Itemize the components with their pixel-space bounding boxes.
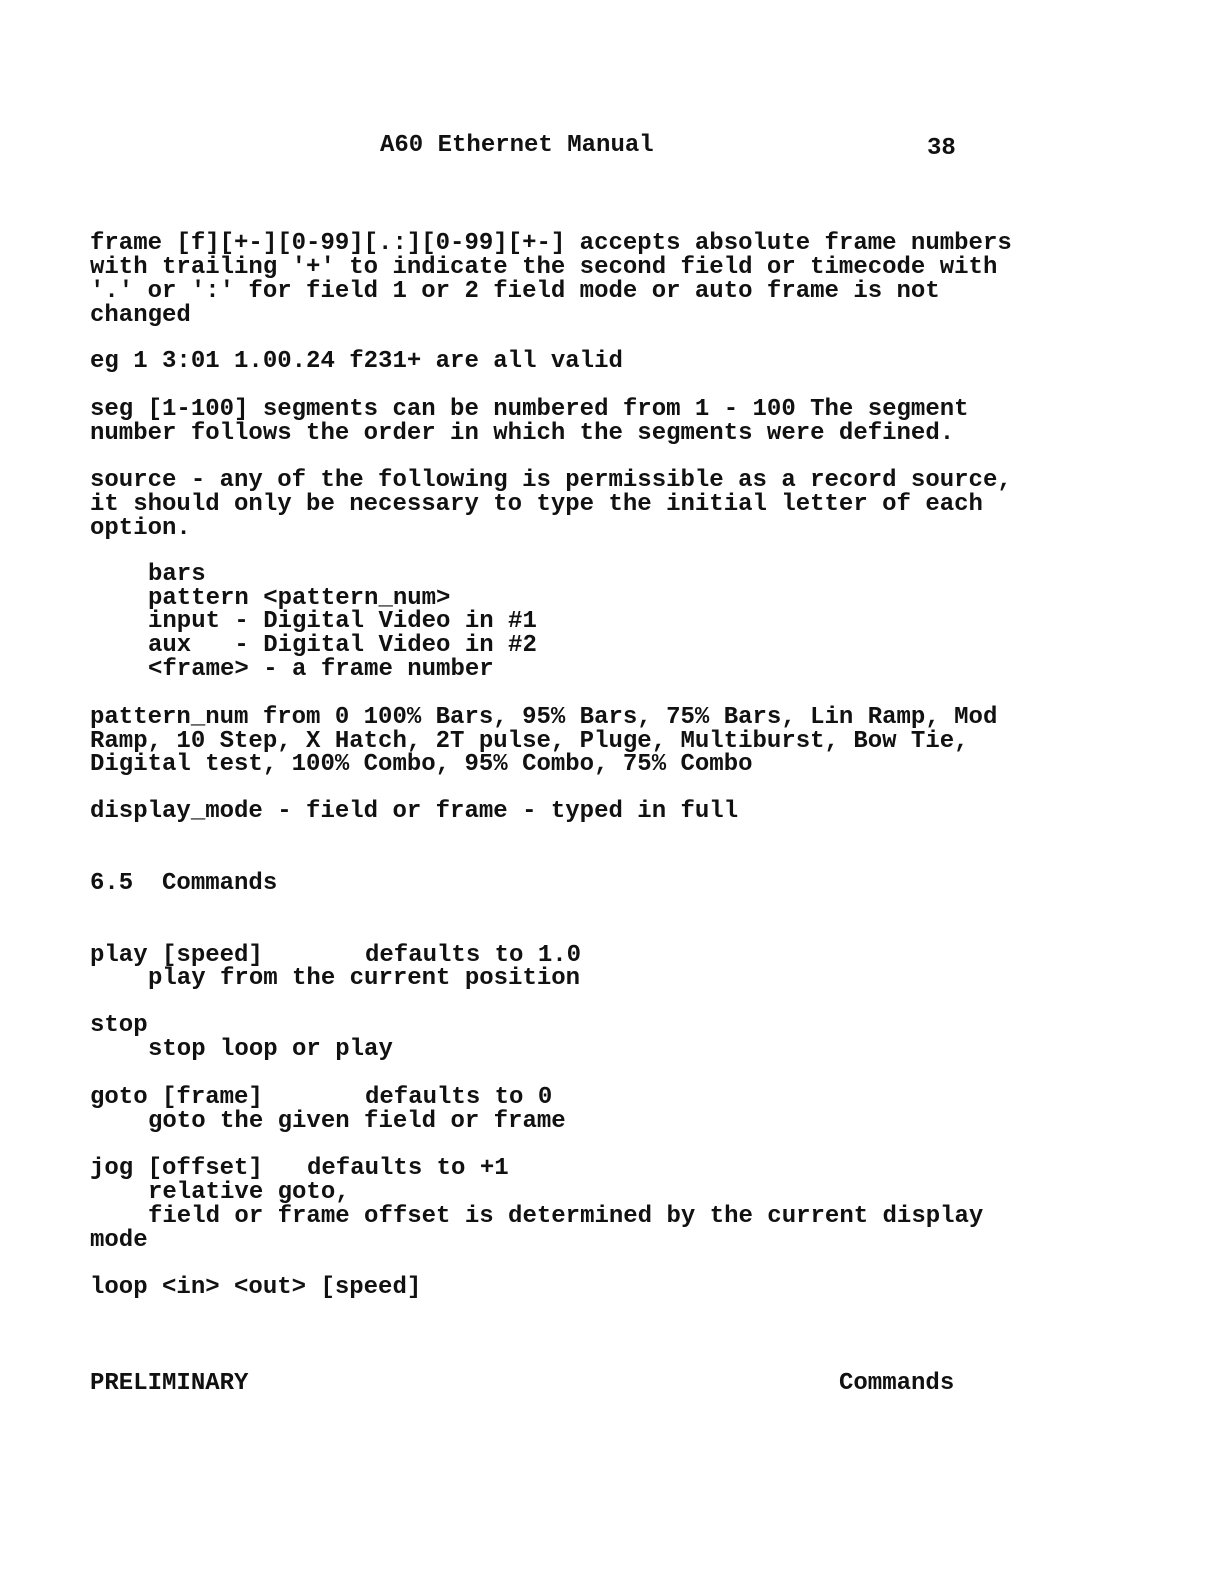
display-mode-def: display_mode - field or frame - typed in full — [90, 798, 739, 825]
pattern-def-line-1: pattern_num from 0 100% Bars, 95% Bars, 75% Bars, Lin Ramp, Mod — [90, 704, 998, 731]
cmd-goto-desc: goto the given field or frame — [148, 1108, 566, 1135]
cmd-loop-syntax: loop <in> <out> [speed] — [90, 1274, 422, 1301]
cmd-jog-desc-3: mode — [90, 1227, 148, 1254]
cmd-play-default: defaults to 1.0 — [365, 942, 582, 969]
section-heading: 6.5 Commands — [90, 870, 278, 897]
frame-def-line-2: with trailing '+' to indicate the second field or timecode with — [90, 254, 998, 281]
cmd-jog-desc-1: relative goto, — [148, 1179, 350, 1206]
source-def-line-2: it should only be necessary to type the initial letter of each — [90, 491, 983, 518]
cmd-goto-default: defaults to 0 — [365, 1084, 553, 1111]
cmd-jog-syntax: jog [offset] — [90, 1155, 263, 1182]
frame-def-line-3: '.' or ':' for field 1 or 2 field mode or auto frame is not — [90, 278, 940, 305]
frame-def-line-1: frame [f][+-][0-99][.:][0-99][+-] accepts absolute frame numbers — [90, 230, 1012, 257]
footer-right: Commands — [839, 1370, 955, 1397]
cmd-stop-desc: stop loop or play — [148, 1036, 393, 1063]
example-line: eg 1 3:01 1.00.24 f231+ are all valid — [90, 348, 623, 375]
source-def-line-3: option. — [90, 515, 191, 542]
seg-def-line-1: seg [1-100] segments can be numbered from 1 - 100 The segment — [90, 396, 969, 423]
source-def-line-1: source - any of the following is permissible as a record source, — [90, 467, 1012, 494]
source-option-aux: aux - Digital Video in #2 — [148, 632, 537, 659]
pattern-def-line-3: Digital test, 100% Combo, 95% Combo, 75% Combo — [90, 751, 753, 778]
cmd-play-syntax: play [speed] — [90, 942, 263, 969]
cmd-jog-default: defaults to +1 — [307, 1155, 509, 1182]
seg-def-line-2: number follows the order in which the segments were defined. — [90, 420, 955, 447]
frame-def-line-4: changed — [90, 302, 191, 329]
cmd-stop-syntax: stop — [90, 1012, 148, 1039]
cmd-goto-syntax: goto [frame] — [90, 1084, 263, 1111]
page-number: 38 — [927, 135, 956, 162]
source-option-bars: bars — [148, 561, 206, 588]
source-option-input: input - Digital Video in #1 — [148, 608, 537, 635]
cmd-jog-desc-2: field or frame offset is determined by the current display — [148, 1203, 984, 1230]
pattern-def-line-2: Ramp, 10 Step, X Hatch, 2T pulse, Pluge, Multiburst, Bow Tie, — [90, 728, 969, 755]
source-option-pattern: pattern <pattern_num> — [148, 585, 451, 612]
footer-left: PRELIMINARY — [90, 1370, 249, 1397]
page-title: A60 Ethernet Manual — [380, 132, 654, 159]
source-option-frame: <frame> - a frame number — [148, 656, 494, 683]
cmd-play-desc: play from the current position — [148, 965, 581, 992]
